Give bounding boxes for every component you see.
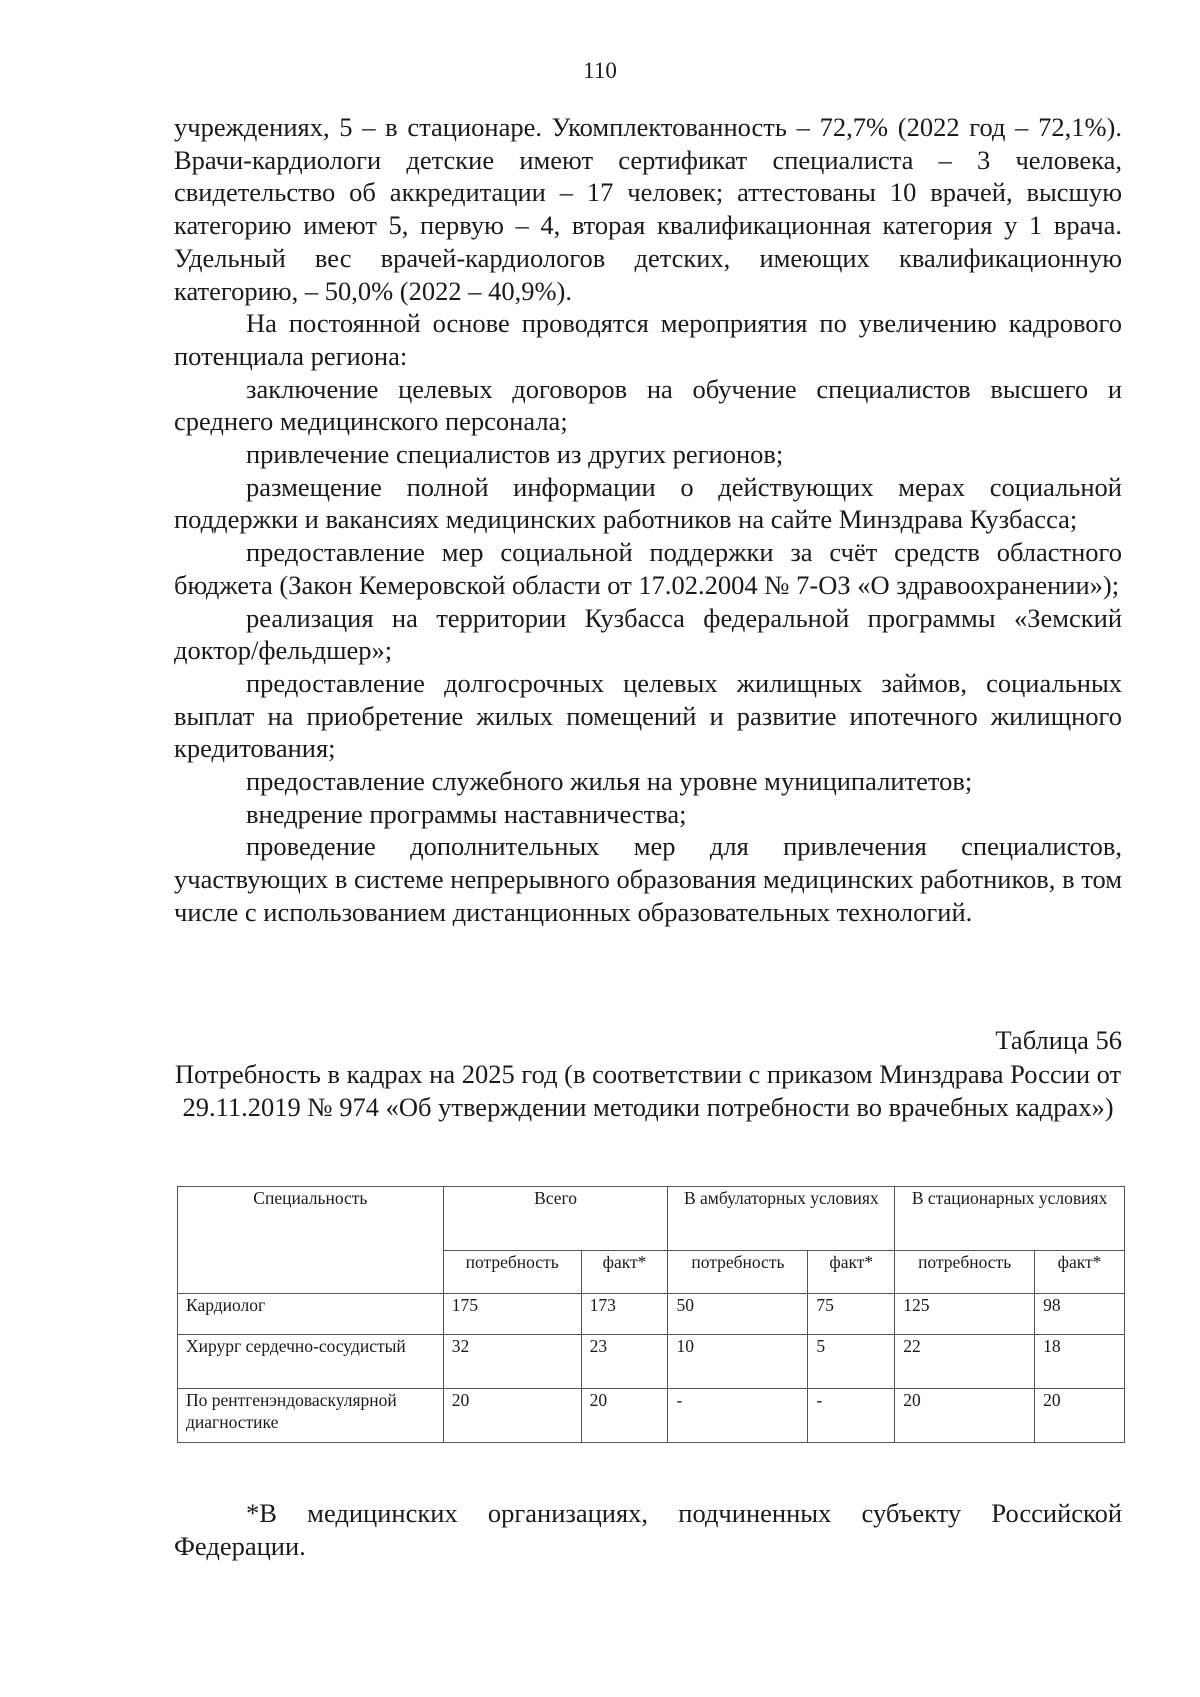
table-row — [178, 1389, 1125, 1443]
page-number: 110 — [583, 58, 617, 83]
body-text — [174, 111, 1122, 929]
paragraph: учреждениях, 5 – в стационаре. Укомплектованность – 72,7% (2022 год – 72,1%). Врачи-кардиологи детские имеют сертификат специалиста – 3 человека, свидетельство об аккредитации – 17 человек; аттестованы 10 врачей, высшую категорию имеют 5, первую – 4, вторая квалификационная категория у 1 врача. Удельный вес врачей-кардиологов детских, имеющих квалификационную категорию, – 50,0% (2022 – 40,9%). — [174, 112, 1122, 306]
cell-stat-fact: 98 — [1035, 1294, 1125, 1335]
cell-amb-fact: 5 — [808, 1335, 895, 1389]
header-need: потребность — [668, 1251, 808, 1294]
header-fact: факт* — [1035, 1251, 1125, 1294]
header-specialty: Специальность — [178, 1187, 444, 1294]
cell-stat-need: 20 — [895, 1389, 1035, 1443]
cell-stat-fact: 20 — [1035, 1389, 1125, 1443]
cell-specialty: По рентгенэндоваскулярной диагностике — [178, 1389, 444, 1443]
cell-amb-need: - — [668, 1389, 808, 1443]
table-label: Таблица 56 — [995, 1025, 1122, 1055]
cell-amb-fact: - — [808, 1389, 895, 1443]
list-item: проведение дополнительных мер для привлечения специалистов, участвующих в системе непрерывного образования медицинских работников, в том числе с использованием дистанционных образовательных технологий. — [174, 831, 1122, 927]
paragraph: На постоянной основе проводятся мероприятия по увеличению кадрового потенциала региона: — [174, 308, 1122, 371]
header-fact: факт* — [808, 1251, 895, 1294]
header-ambulatory: В амбулаторных условиях — [668, 1187, 895, 1251]
cell-specialty: Кардиолог — [178, 1294, 444, 1335]
header-fact: факт* — [581, 1251, 668, 1294]
cell-total-need: 32 — [443, 1335, 581, 1389]
cell-total-fact: 20 — [581, 1389, 668, 1443]
cell-specialty: Хирург сердечно-сосудистый — [178, 1335, 444, 1389]
list-item: реализация на территории Кузбасса федеральной программы «Земский доктор/фельдшер»; — [174, 602, 1122, 666]
list-item: заключение целевых договоров на обучение специалистов высшего и среднего медицинского персонала; — [174, 373, 1122, 437]
list-item: внедрение программы наставничества; — [246, 798, 687, 829]
list-item: размещение полной информации о действующих мерах социальной поддержки и вакансиях медицинских работников на сайте Минздрава Кузбасса; — [174, 471, 1122, 535]
table-header-row — [178, 1187, 1125, 1251]
list-item: привлечение специалистов из других регионов; — [246, 439, 784, 470]
list-item: предоставление мер социальной поддержки за счёт средств областного бюджета (Закон Кемеровской области от 17.02.2004 № 7-ОЗ «О здравоохранении»); — [174, 537, 1122, 600]
cell-amb-need: 10 — [668, 1335, 808, 1389]
list-item: предоставление служебного жилья на уровне муниципалитетов; — [246, 766, 973, 797]
cell-total-need: 175 — [443, 1294, 581, 1335]
table-title: Потребность в кадрах на 2025 год (в соответствии с приказом Минздрава России от 29.11.2019 № 974 «Об утверждении методики потребности во врачебных кадрах») — [174, 1059, 1122, 1122]
cell-total-fact: 23 — [581, 1335, 668, 1389]
header-need: потребность — [895, 1251, 1035, 1294]
cell-amb-fact: 75 — [808, 1294, 895, 1335]
cell-stat-need: 22 — [895, 1335, 1035, 1389]
table-row — [178, 1335, 1125, 1389]
cell-stat-need: 125 — [895, 1294, 1035, 1335]
footnote-text: *В медицинских организациях, подчиненных субъекту Российской Федерации. — [174, 1498, 1122, 1561]
cell-amb-need: 50 — [668, 1294, 808, 1335]
table-row — [178, 1294, 1125, 1335]
cell-total-fact: 173 — [581, 1294, 668, 1335]
cell-total-need: 20 — [443, 1389, 581, 1443]
list-item: предоставление долгосрочных целевых жилищных займов, социальных выплат на приобретение жилых помещений и развитие ипотечного жилищного кредитования; — [174, 667, 1122, 764]
header-stationary: В стационарных условиях — [895, 1187, 1125, 1251]
cell-stat-fact: 18 — [1035, 1335, 1125, 1389]
staffing-table — [177, 1186, 1125, 1443]
footnote — [174, 1497, 1122, 1562]
header-need: потребность — [443, 1251, 581, 1294]
header-total: Всего — [443, 1187, 668, 1251]
